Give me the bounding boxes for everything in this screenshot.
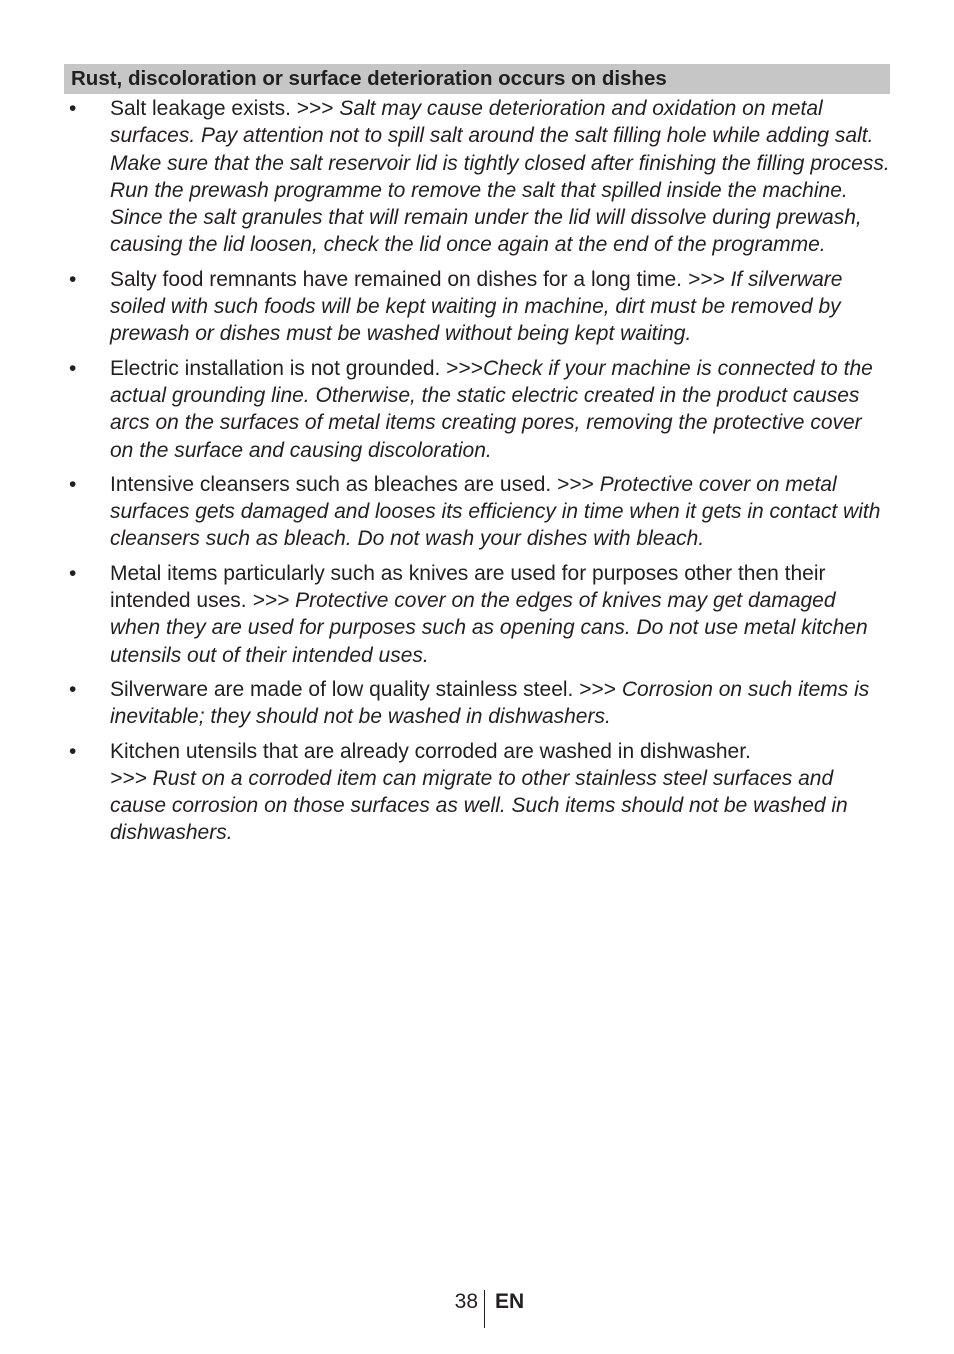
- item-remedy: >>> If silverware soiled with such foods will be kept waiting in machine, dirt must be removed by prewash or dishes must be washed without being kept waiting.: [110, 267, 843, 346]
- list-item: [0, 266, 954, 348]
- item-remedy: Salt may cause deterioration and oxidation on metal surfaces. Pay attention not to spill salt around the salt filling hole while adding salt. Make sure that the salt reservoir lid is tightly closed after finishing the filling process. Run the prewash programme to remove the salt that spilled inside the machine. Since the salt granules that will remain under the lid will dissolve during prewash, causing the lid loosen, check the lid once again at the end of the programme.: [110, 97, 890, 257]
- bullet-icon: •: [69, 677, 77, 701]
- list-item: [0, 560, 954, 669]
- language-code: EN: [495, 1290, 525, 1313]
- item-remedy: >>> Rust on a corroded item can migrate to other stainless steel surfaces and cause corrosion on those surfaces as well. Such items should not be washed in dishwashers.: [110, 766, 848, 845]
- item-remedy: Corrosion on such items is inevitable; they should not be washed in dishwashers.: [110, 677, 870, 729]
- item-remedy: >>> Protective cover on the edges of knives may get damaged when they are used for purposes such as opening cans. Do not use metal kitchen utensils out of their intended uses.: [110, 589, 868, 667]
- section-header: [64, 64, 890, 94]
- troubleshooting-list: [0, 95, 954, 854]
- list-item-text: [110, 738, 890, 847]
- list-item: [0, 676, 954, 731]
- section-title: Rust, discoloration or surface deterioration occurs on dishes: [71, 67, 667, 90]
- list-item-text: [110, 95, 890, 259]
- list-item: [0, 471, 954, 553]
- bullet-icon: •: [69, 356, 77, 380]
- list-item: [0, 355, 954, 464]
- list-item-text: [110, 676, 890, 731]
- item-cause: Kitchen utensils that are already corroded are washed in dishwasher.: [110, 739, 751, 763]
- item-cause: Intensive cleansers such as bleaches are used. >>>: [110, 472, 600, 496]
- bullet-icon: •: [69, 267, 77, 291]
- bullet-icon: •: [69, 97, 77, 120]
- page-number: 38: [454, 1290, 478, 1313]
- footer-divider: [484, 1290, 485, 1328]
- item-cause: Salty food remnants have remained on dishes for a long time.: [110, 267, 688, 291]
- bullet-icon: •: [69, 561, 77, 585]
- item-remedy: Protective cover on metal surfaces gets damaged and looses its efficiency in time when it gets in contact with cleansers such as bleach. Do not wash your dishes with bleach.: [110, 472, 881, 551]
- item-cause: Salt leakage exists. >>>: [110, 97, 340, 120]
- list-item-text: [110, 560, 890, 669]
- page-footer: [0, 1290, 954, 1328]
- item-cause: Silverware are made of low quality stainless steel. >>>: [110, 677, 622, 701]
- item-remedy: Check if your machine is connected to the actual grounding line. Otherwise, the static electric created in the product causes arcs on the surfaces of metal items creating pores, removing the protective cover on the surface and causing discoloration.: [110, 356, 873, 462]
- item-cause: Electric installation is not grounded. >>>: [110, 356, 483, 380]
- list-item-text: [110, 355, 890, 464]
- bullet-icon: •: [69, 739, 77, 763]
- bullet-icon: •: [69, 472, 77, 496]
- item-cause: Metal items particularly such as knives are used for purposes other then their intended uses.: [110, 561, 826, 613]
- list-item: [0, 738, 954, 847]
- list-item: [0, 95, 954, 259]
- list-item-text: [110, 266, 890, 348]
- list-item-text: [110, 471, 890, 553]
